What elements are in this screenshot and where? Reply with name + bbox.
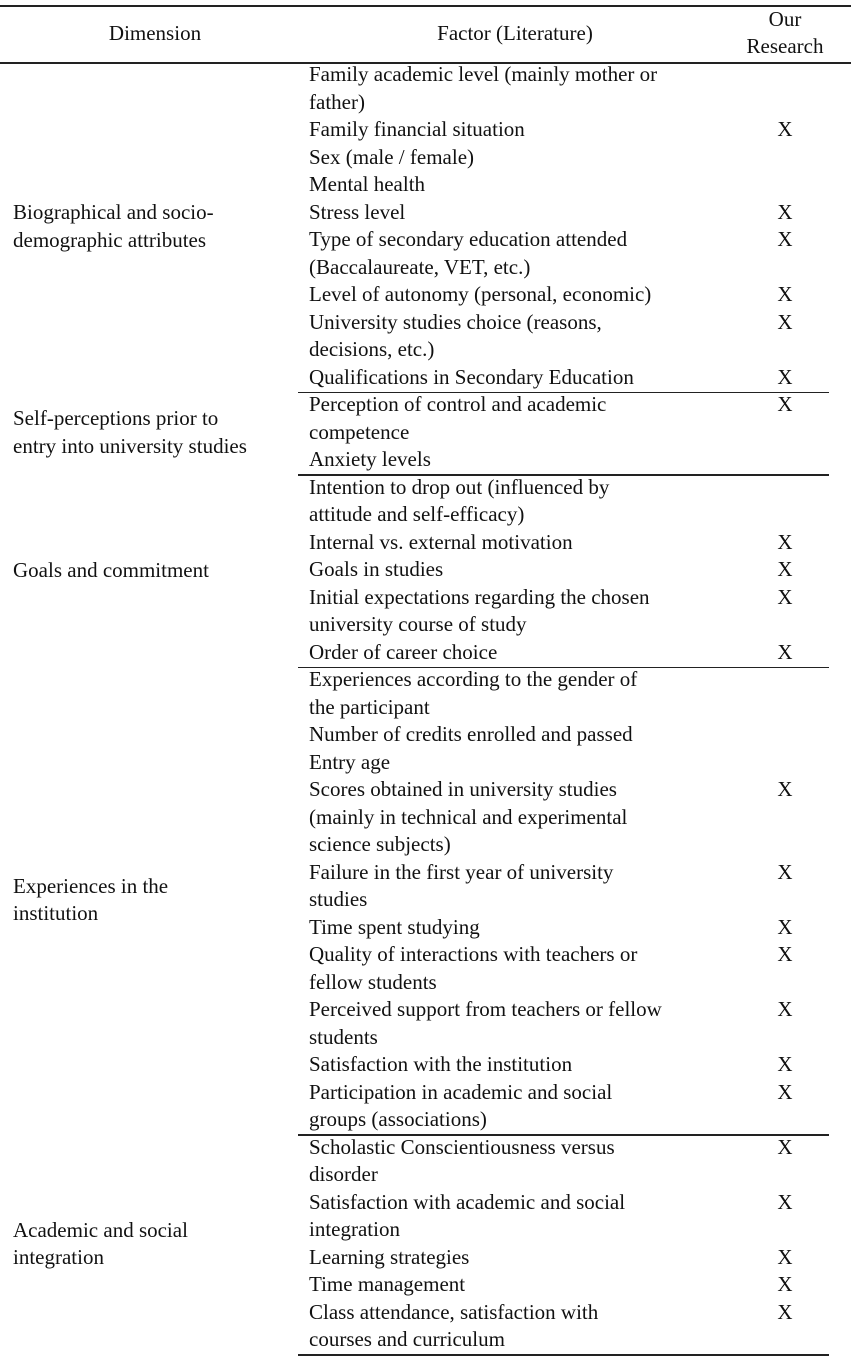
factor-text: Order of career choice: [309, 639, 498, 664]
factor-text: Time spent studying: [309, 914, 480, 939]
factor-text: Goals in studies: [309, 557, 444, 581]
factor-text: Initial expectations regarding the chosen: [309, 584, 650, 609]
factor-text: Satisfaction with academic and social: [309, 1189, 626, 1214]
research-mark: X: [777, 1079, 793, 1104]
research-mark: X: [777, 1134, 793, 1159]
factor-text: Failure in the first year of university: [309, 859, 614, 884]
header-factor: Factor (Literature): [437, 21, 593, 45]
research-mark: X: [777, 392, 793, 416]
group-rule: [298, 1354, 829, 1356]
factor-text: (Baccalaureate, VET, etc.): [309, 254, 531, 279]
research-mark: X: [777, 117, 793, 141]
research-mark: X: [777, 859, 793, 884]
factor-text: Internal vs. external motivation: [309, 529, 573, 554]
research-mark: X: [777, 914, 793, 939]
factor-text: Intention to drop out (influenced by: [309, 474, 610, 499]
factor-text: Class attendance, satisfaction with: [309, 1299, 599, 1324]
dimension-label: institution: [13, 901, 99, 926]
factor-text: integration: [309, 1217, 400, 1241]
factor-text: studies: [309, 887, 368, 911]
dimension-label: entry into university studies: [13, 433, 247, 458]
header-our-line1: Our: [768, 7, 802, 31]
factor-text: Perceived support from teachers or fellow: [309, 997, 662, 1021]
factor-text: Stress level: [309, 199, 406, 224]
dimension-label: Biographical and socio-: [13, 200, 214, 224]
dimension-label: Academic and social: [13, 1217, 188, 1242]
factor-text: father): [309, 89, 365, 114]
factor-text: Number of credits enrolled and passed: [309, 722, 633, 746]
factor-text: students: [309, 1024, 378, 1049]
research-mark: X: [777, 199, 793, 224]
header-dimension: Dimension: [108, 21, 202, 45]
factor-text: Level of autonomy (personal, economic): [309, 282, 652, 306]
factor-text: disorder: [309, 1162, 378, 1186]
research-mark: X: [777, 227, 793, 251]
research-mark: X: [777, 777, 793, 801]
factor-text: Mental health: [309, 172, 426, 196]
dimension-label: Goals and commitment: [13, 557, 209, 582]
factor-text: Qualifications in Secondary Education: [309, 364, 634, 389]
factor-text: Participation in academic and social: [309, 1079, 613, 1104]
factor-text: university course of study: [309, 612, 527, 636]
factor-text: Perception of control and academic: [309, 392, 607, 416]
research-mark: X: [777, 639, 793, 664]
factor-text: science subjects): [309, 832, 451, 856]
factor-text: Quality of interactions with teachers or: [309, 942, 638, 966]
factor-text: Entry age: [309, 749, 391, 774]
research-mark: X: [777, 557, 793, 581]
factor-text: Time management: [309, 1272, 466, 1296]
research-mark: X: [777, 1052, 793, 1076]
factor-text: Satisfaction with the institution: [309, 1052, 573, 1076]
research-mark: X: [777, 1244, 793, 1269]
factor-text: Scores obtained in university studies: [309, 777, 617, 801]
dimension-label: Experiences in the: [13, 873, 169, 898]
factor-text: Anxiety levels: [309, 447, 431, 471]
table-top-rule: [0, 5, 851, 7]
factor-text: decisions, etc.): [309, 337, 435, 361]
research-mark: X: [777, 942, 793, 966]
factor-text: competence: [309, 419, 410, 444]
research-mark: X: [777, 364, 793, 389]
dimension-label: Self-perceptions prior to: [13, 406, 219, 431]
header-our-line2: Research: [746, 34, 824, 58]
factor-text: the participant: [309, 694, 430, 719]
research-mark: X: [777, 1189, 793, 1214]
research-mark: X: [777, 282, 793, 306]
factor-text: groups (associations): [309, 1107, 487, 1131]
factor-text: Type of secondary education attended: [309, 227, 628, 251]
research-mark: X: [777, 529, 793, 554]
dimension-label: integration: [13, 1245, 104, 1269]
research-mark: X: [777, 1299, 793, 1324]
factor-text: Sex (male / female): [309, 144, 475, 169]
factor-text: courses and curriculum: [309, 1327, 505, 1351]
research-mark: X: [777, 1272, 793, 1296]
factor-text: fellow students: [309, 969, 437, 994]
factor-text: University studies choice (reasons,: [309, 309, 602, 334]
factor-text: (mainly in technical and experimental: [309, 804, 628, 829]
research-mark: X: [777, 584, 793, 609]
dimension-label: demographic attributes: [13, 227, 207, 252]
factor-text: Experiences according to the gender of: [309, 667, 638, 691]
factor-text: Family academic level (mainly mother or: [309, 62, 658, 86]
factor-text: Learning strategies: [309, 1244, 470, 1269]
header-our-research: [735, 6, 835, 60]
factor-text: attitude and self-efficacy): [309, 502, 525, 526]
research-mark: X: [777, 997, 793, 1021]
factor-text: Family financial situation: [309, 117, 525, 141]
factor-text: Scholastic Conscientiousness versus: [309, 1134, 615, 1159]
research-mark: X: [777, 309, 793, 334]
